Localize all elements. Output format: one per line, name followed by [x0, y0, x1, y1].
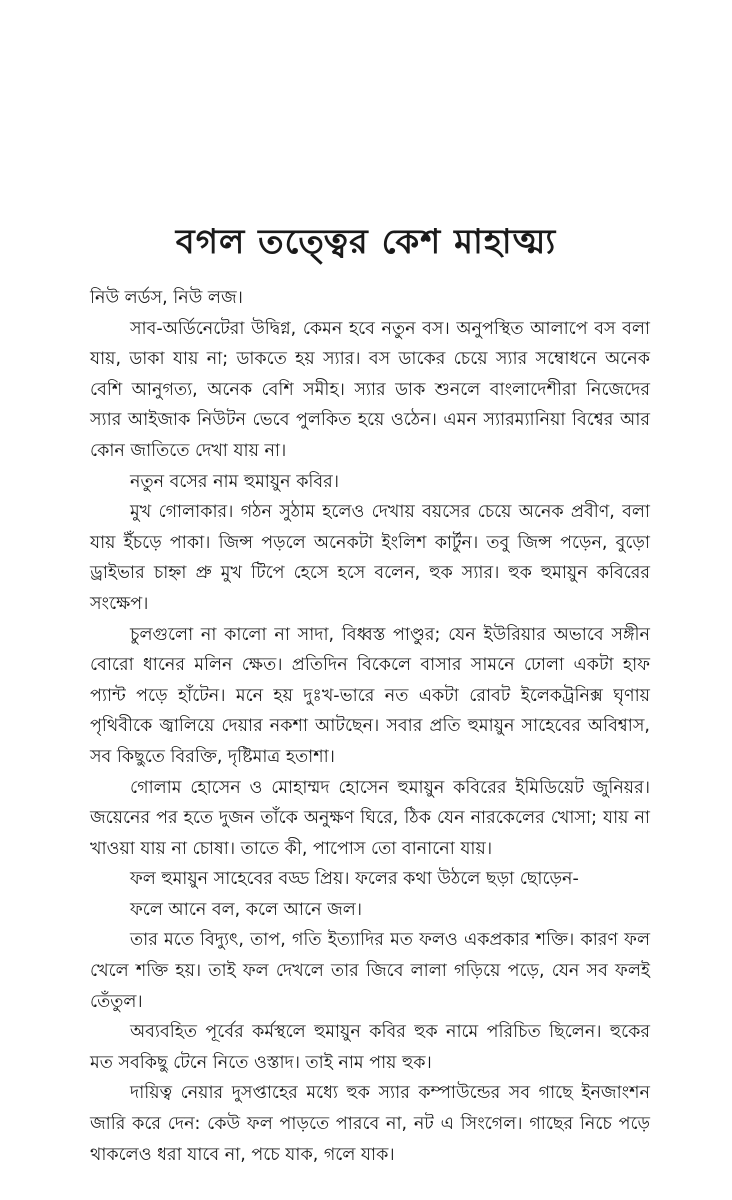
paragraph: চুলগুলো না কালো না সাদা, বিধ্বস্ত পাণ্ডুর; যেন ইউরিয়ার অভাবে সঙ্গীন বোরো ধানের মলিন ক্ষেত। প্রতিদিন বিকেলে বাসার সামনে ঢোলা একটা হাফ প্যান্ট পড়ে হাঁটেন। মনে হয় দুঃখ-ভারে নত একটা রোবট ইলেকট্রনিক্স ঘৃণায় পৃথিবীকে জ্বালিয়ে দেয়ার নকশা আটছেন। সবার প্রতি হুমায়ুন সাহেবের অবিশ্বাস, সব কিছুতে বিরক্তি, দৃষ্টিমাত্র হতাশা। — [90, 624, 650, 767]
paragraph: মুখ গোলাকার। গঠন সুঠাম হলেও দেখায় বয়সের চেয়ে অনেক প্রবীণ, বলা যায় ইঁচড়ে পাকা। জিন্স পড়লে অনেকটা ইংলিশ কার্টুন। তবু জিন্স পড়েন, বুড়ো ড্রাইভার চাহ্না প্রু মুখ টিপে হেসে হসে বলেন, হুক স্যার। হুক হুমায়ুন কবিরের সংক্ষেপ। — [90, 502, 650, 614]
paragraph: তার মতে বিদ্যুৎ, তাপ, গতি ইত্যাদির মত ফলও একপ্রকার শক্তি। কারণ ফল খেলে শক্তি হয়। তাই ফল দেখলে তার জিবে লালা গড়িয়ে পড়ে, যেন সব ফলই তেঁতুল। — [90, 930, 650, 1012]
paragraph: সাব-অর্ডিনেটেরা উদ্বিগ্ন, কেমন হবে নতুন বস। অনুপস্থিত আলাপে বস বলা যায়, ডাকা যায় না; ডাকতে হয় স্যার। বস ডাকের চেয়ে স্যার সম্বোধনে অনেক বেশি আনুগত্য, অনেক বেশি সমীহ। স্যার ডাক শুনলে বাংলাদেশীরা নিজেদের স্যার আইজাক নিউটন ভেবে পুলকিত হয়ে ওঠেন। এমন স্যারম্যানিয়া বিশ্বের আর কোন জাতিতে দেখা যায় না। — [90, 318, 650, 461]
chapter-title: বগল তত্ত্বের কেশ মাহাত্ম্য — [175, 222, 557, 262]
paragraph: নতুন বসের নাম হুমায়ুন কবির। — [130, 471, 340, 492]
paragraph: গোলাম হোসেন ও মোহাম্মদ হোসেন হুমায়ুন কবিরের ইমিডিয়েট জুনিয়র। জয়েনের পর হতে দুজন তাঁকে অনুক্ষণ ঘিরে, ঠিক যেন নারকেলের খোসা; যায় না খাওয়া যায় না চোষা। তাতে কী, পাপোস তো বানানো যায়। — [90, 777, 650, 859]
verse-line: ফলে আনে বল, কলে আনে জল। — [130, 899, 363, 920]
paragraph: অব্যবহিত পূর্বের কর্মস্থলে হুমায়ুন কবির হুক নামে পরিচিত ছিলেন। হুকের মত সবকিছু টেনে নিতে ওস্তাদ। তাই নাম পায় হুক। — [90, 1022, 650, 1073]
chapter-body — [90, 283, 650, 1170]
paragraph: ফল হুমায়ুন সাহেবের বড্ড প্রিয়। ফলের কথা উঠলে ছড়া ছোড়েন- — [130, 869, 579, 890]
paragraph: নিউ লর্ডস, নিউ লজ। — [90, 288, 243, 308]
paragraph: দায়িত্ব নেয়ার দুসপ্তাহের মধ্যে হুক স্যার কম্পাউন্ডের সব গাছে ইনজাংশন জারি করে দেন: কেউ ফল পাড়তে পারবে না, নট এ সিংগেল। গাছের নিচে পড়ে থাকলেও ধরা যাবে না, পচে যাক, গলে যাক। — [90, 1083, 650, 1165]
